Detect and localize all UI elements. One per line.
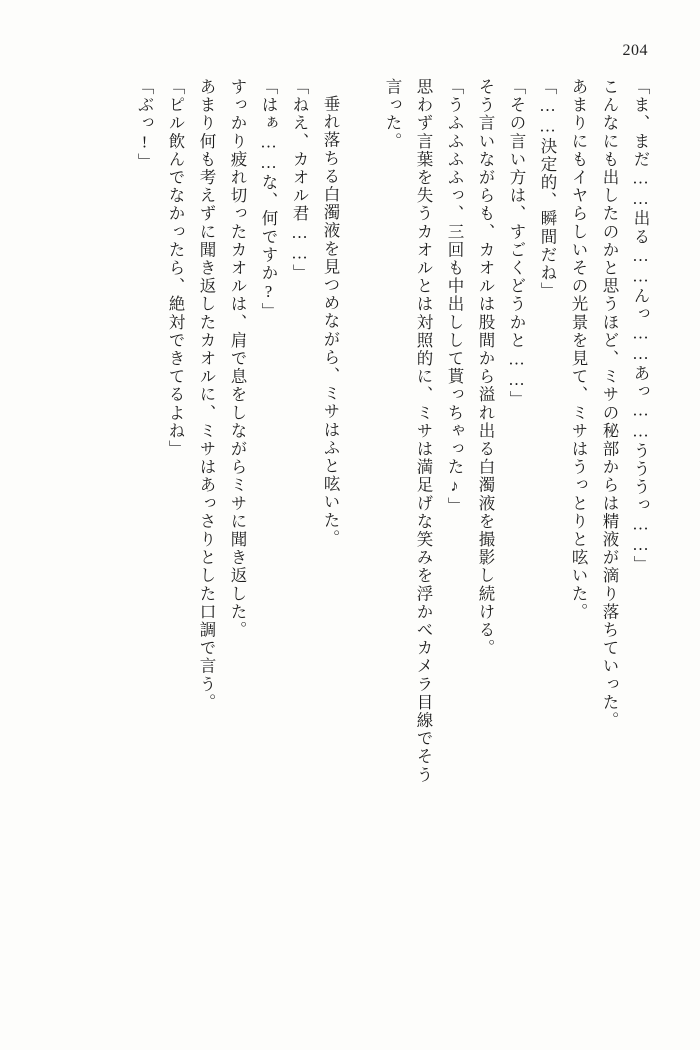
text-line xyxy=(338,78,369,1002)
text-line: 言った。 xyxy=(383,78,402,151)
page-text-body xyxy=(52,78,648,1002)
text-line: 「……決定的、瞬間だね」 xyxy=(538,78,557,301)
page-number: 204 xyxy=(622,42,648,59)
text-line: 「その言い方は、すごくどうかと……」 xyxy=(507,78,526,409)
text-line: あまりにもイヤらしいその光景を見て、ミサはうっとりと呟いた。 xyxy=(569,78,588,621)
text-line: そう言いながらも、カオルは股間から溢れ出る白濁液を撮影し続ける。 xyxy=(476,78,495,658)
text-line: こんなにも出したのかと思うほど、ミサの秘部からは精液が滴り落ちていった。 xyxy=(600,78,619,730)
text-line: 垂れ落ちる白濁液を見つめながら、ミサはふと呟いた。 xyxy=(321,95,340,548)
text-line: 「ぶっ!」 xyxy=(135,78,154,171)
text-line: 思わず言葉を失うカオルとは対照的に、ミサは満足げな笑みを浮かべカメラ目線でそう xyxy=(414,78,433,784)
text-line: あまり何も考えずに聞き返したカオルに、ミサはあっさりとした口調で言う。 xyxy=(197,78,216,712)
text-line: 「うふふふふっ、三回も中出しして貰っちゃった♪」 xyxy=(445,78,464,515)
text-line: 「はぁ……な、何ですか?」 xyxy=(259,78,278,321)
text-line: 「ねえ、カオル君……」 xyxy=(290,78,309,283)
text-line: 「ピル飲んでなかったら、絶対できてるよね」 xyxy=(166,78,185,459)
text-line: すっかり疲れ切ったカオルは、肩で息をしながらミサに聞き返した。 xyxy=(228,78,247,640)
text-line: 「ま、まだ……出る……んっ……あっ……うううっ……」 xyxy=(631,78,650,574)
